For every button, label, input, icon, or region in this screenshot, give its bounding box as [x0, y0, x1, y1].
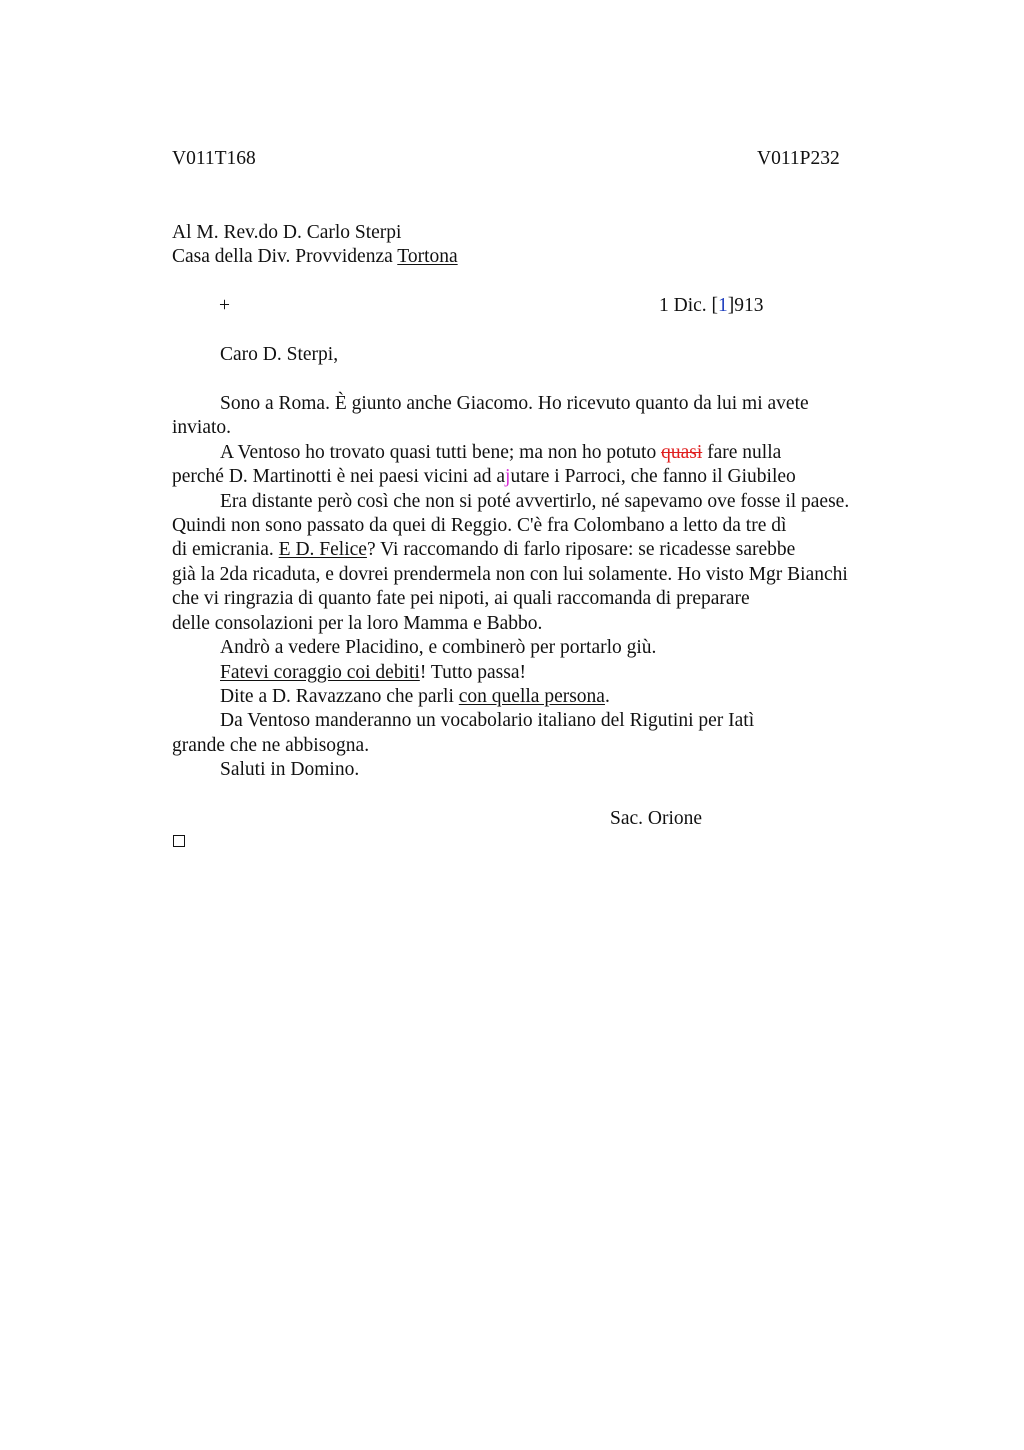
body-line: Da Ventoso manderanno un vocabolario italiano del Rigutini per Iatì [220, 710, 755, 731]
underlined-phrase: E D. Felice [278, 539, 367, 560]
body-line: Fatevi coraggio coi debiti! Tutto passa! [220, 662, 527, 683]
cross-mark: + [219, 295, 230, 316]
body-line: perché D. Martinotti è nei paesi vicini ad ajutare i Parroci, che fanno il Giubileo [172, 466, 796, 487]
address-prefix: Casa della Div. Provvidenza [172, 246, 398, 267]
body-line: delle consolazioni per la loro Mamma e Babbo. [172, 613, 543, 634]
address-line-2 [172, 247, 458, 267]
end-marker-square-icon [173, 835, 185, 847]
body-line: Era distante però così che non si poté avvertirlo, né sapevamo ove fosse il paese. [220, 491, 850, 512]
body-line: grande che ne abbisogna. [172, 735, 370, 756]
body-line: Saluti in Domino. [220, 759, 360, 780]
document-code-left: V011T168 [172, 148, 256, 169]
body-line: di emicrania. E D. Felice? Vi raccomando di farlo riposare: se ricadesse sarebbe [172, 539, 796, 560]
body-line: Quindi non sono passato da quei di Reggio. C'è fra Colombano a letto da tre dì [172, 515, 787, 536]
address-place: Tortona [397, 246, 458, 267]
underlined-phrase: con quella persona [458, 686, 605, 707]
editorial-insertion: 1 [718, 295, 728, 316]
body-line: già la 2da ricaduta, e dovrei prendermela non con lui solamente. Ho visto Mgr Bianchi [172, 564, 848, 585]
body-line: Andrò a vedere Placidino, e combinerò per portarlo giù. [220, 637, 657, 658]
body-line: Dite a D. Ravazzano che parli con quella persona. [220, 686, 610, 707]
underlined-phrase: Fatevi coraggio coi debiti [220, 662, 420, 683]
corrected-letter: j [505, 466, 511, 487]
salutation: Caro D. Sterpi, [220, 344, 339, 365]
deleted-word: quasi [661, 442, 703, 463]
body-line: A Ventoso ho trovato quasi tutti bene; ma non ho potuto quasi fare nulla [220, 442, 782, 463]
body-line: inviato. [172, 417, 232, 438]
signature: Sac. Orione [610, 808, 703, 829]
body-line: Sono a Roma. È giunto anche Giacomo. Ho ricevuto quanto da lui mi avete [220, 393, 809, 414]
body-line: che vi ringrazia di quanto fate pei nipoti, ai quali raccomanda di preparare [172, 588, 750, 609]
document-code-right: V011P232 [757, 148, 840, 169]
letter-date: 1 Dic. [1]913 [659, 295, 764, 316]
address-line-1: Al M. Rev.do D. Carlo Sterpi [172, 222, 402, 243]
